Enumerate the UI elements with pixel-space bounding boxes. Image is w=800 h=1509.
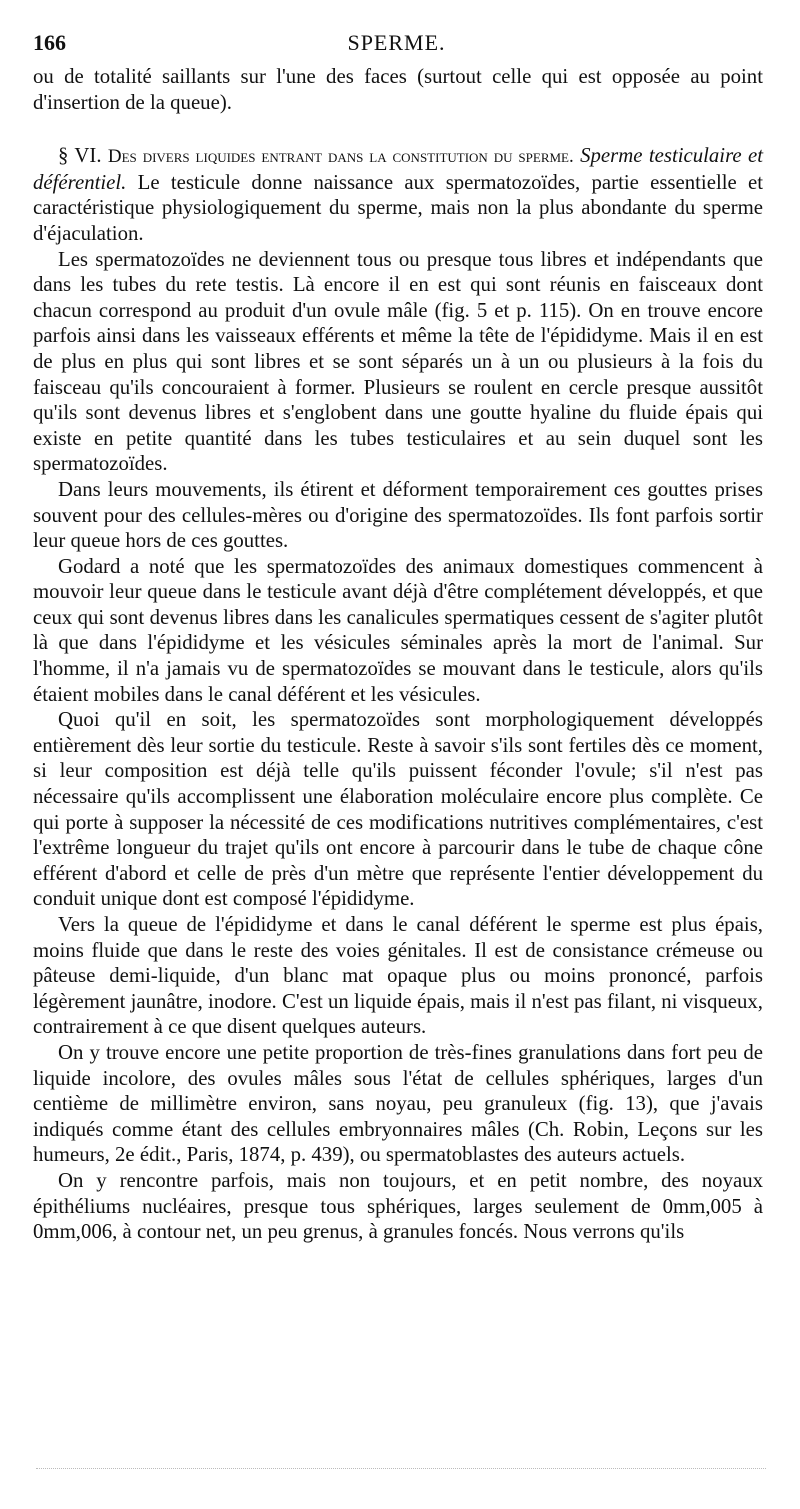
section-subheading: Sperme testiculaire et déférentiel. bbox=[33, 144, 763, 194]
paragraph-2: Les spermatozoïdes ne deviennent tous ou presque tous libres et indépendants que dans les tubes du rete testis. Là encore il en est qui sont réunis en faisceaux dont chacun correspond au produit d'un ovule mâle (fig. 5 et p. 115). On en trouve encore parfois ainsi dans les vaisseaux efférents et même la tête de l'épididyme. Mais il en est de plus en plus qui sont libres et se sont séparés un à un ou plusieurs à la fois du faisceau qu'ils concouraient à former. Plusieurs se roulent en cercle presque aussitôt qu'ils sont devenus libres et s'englobent dans une goutte hyaline du fluide épais qui existe en petite quantité dans les tubes testiculaires et au sein duquel sont les spermatozoïdes. bbox=[33, 247, 763, 476]
paragraph-5: Quoi qu'il en soit, les spermatozoïdes sont morphologiquement développés entièrement dès leur sortie du testicule. Reste à savoir s'ils sont fertiles dès ce moment, si leur composition est déjà telle qu'ils puissent féconder l'ovule; s'il n'est pas nécessaire qu'ils accomplissent une élaboration moléculaire encore plus complète. Ce qui porte à supposer la nécessité de ces modifications nutritives complémentaires, c'est l'extrême longueur du trajet qu'ils ont encore à parcourir dans le tube de chaque cône efférent d'abord et celle de près d'un mètre que représente l'entier développement du conduit unique dont est composé l'épididyme. bbox=[33, 708, 763, 911]
paragraph-7: On y trouve encore une petite proportion de très-fines granulations dans fort peu de liquide incolore, des ovules mâles sous l'état de cellules sphériques, larges d'un centième de millimètre environ, sans noyau, peu granuleux (fig. 13), que j'avais indiqués comme étant des cellules embryonnaires mâles (Ch. Robin, Leçons sur les humeurs, 2e édit., Paris, 1874, p. 439), ou spermatoblastes des auteurs actuels. bbox=[33, 1040, 763, 1167]
paragraph-4: Godard a noté que les spermatozoïdes des animaux domestiques commencent à mouvoir leur queue dans le testicule avant déjà d'être complétement développés, et que ceux qui sont devenus libres dans les canalicules spermatiques cessent de s'agiter plutôt là que dans l'épididyme et les vésicules séminales après la mort de l'animal. Sur l'homme, il n'a jamais vu de spermatozoïdes se mouvant dans le testicule, alors qu'ils étaient mobiles dans le canal déférent et les vésicules. bbox=[33, 554, 763, 706]
page-header bbox=[33, 30, 760, 56]
paragraph-1 bbox=[33, 143, 763, 246]
paragraph-8: On y rencontre parfois, mais non toujours, et en petit nombre, des noyaux épithéliums nucléaires, presque tous sphériques, larges seulement de 0mm,005 à 0mm,006, à contour net, un peu grenus, à granules foncés. Nous verrons qu'ils bbox=[33, 1168, 763, 1244]
running-title: SPERME. bbox=[347, 30, 446, 55]
section-number: § VI. bbox=[58, 144, 102, 168]
section-heading: Des divers liquides entrant dans la constitution du sperme. bbox=[107, 146, 574, 168]
paragraph-0: ou de totalité saillants sur l'une des faces (surtout celle qui est opposée au point d'insertion de la queue). bbox=[33, 65, 763, 114]
paragraph-6: Vers la queue de l'épididyme et dans le canal déférent le sperme est plus épais, moins fluide que dans le reste des voies génitales. Il est de consistance crémeuse ou pâteuse demi-liquide, d'un blanc mat opaque plus ou moins prononcé, parfois légèrement jaunâtre, inodore. C'est un liquide épais, mais il n'est pas filant, ni visqueux, contrairement à ce que disent quelques auteurs. bbox=[33, 913, 763, 1039]
page-number: 166 bbox=[33, 30, 66, 55]
page-body bbox=[33, 64, 763, 1245]
paragraph-3: Dans leurs mouvements, ils étirent et déforment temporairement ces gouttes prises souvent pour des cellules-mères ou d'origine des spermatozoïdes. Ils font parfois sortir leur queue hors de ces gouttes. bbox=[33, 477, 763, 553]
paragraph-1-text: Le testicule donne naissance aux spermatozoïdes, partie essentielle et caractéristique physiologiquement du sperme, mais non la plus abondante du sperme d'éjaculation. bbox=[33, 170, 764, 245]
footer-rule bbox=[36, 1468, 766, 1475]
